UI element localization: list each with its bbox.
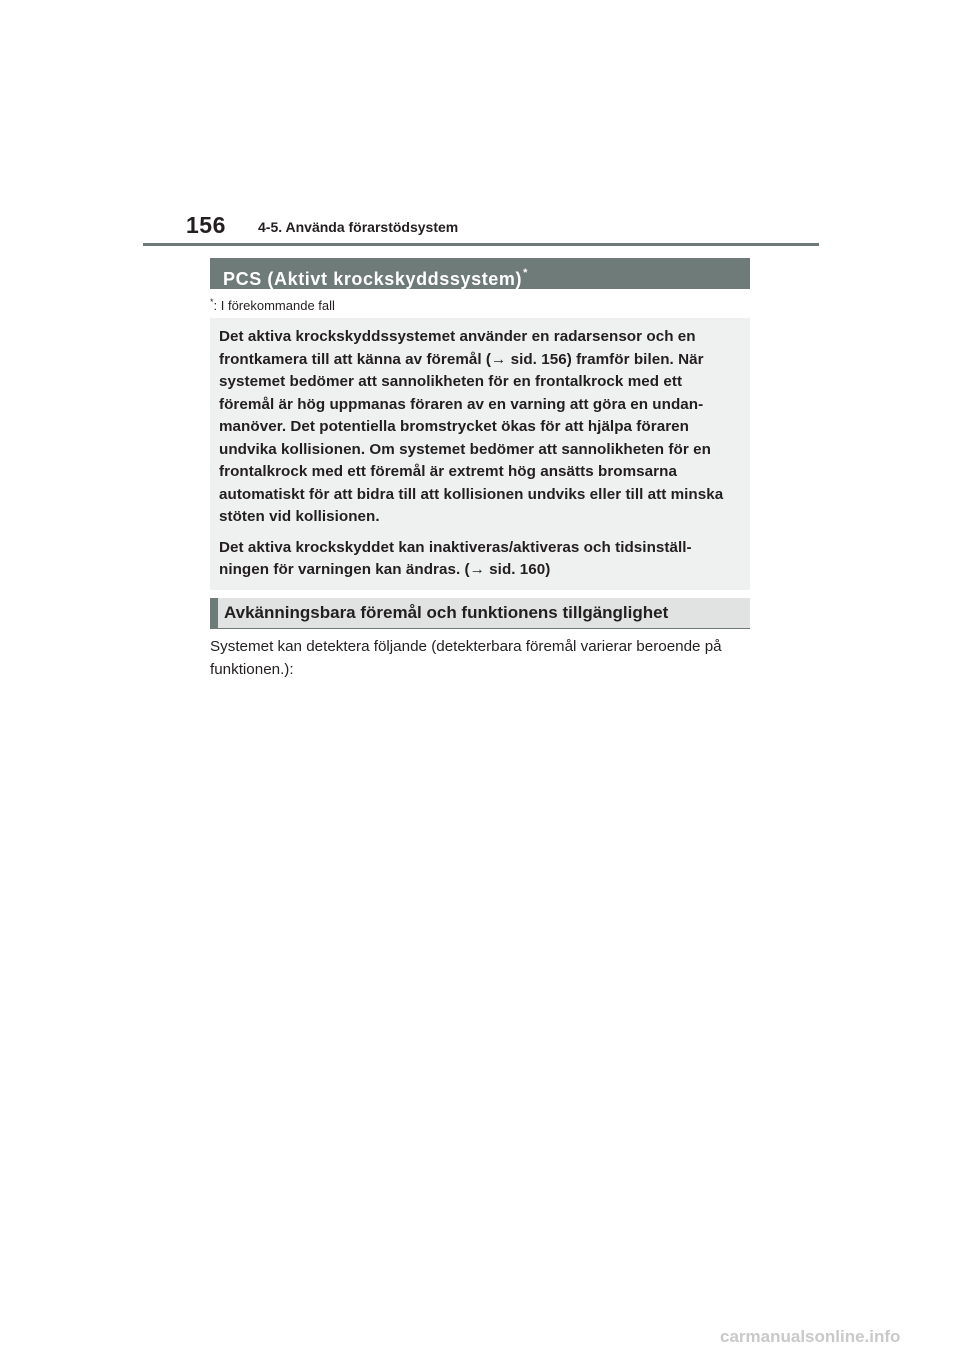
pcs-heading-asterisk: * — [523, 267, 529, 279]
footnote-text: : I förekommande fall — [213, 298, 335, 313]
pcs-heading-text: PCS (Aktivt krockskyddssystem) — [223, 269, 523, 289]
subsection-heading: Avkänningsbara föremål och funktionens tillgänglighet — [210, 598, 750, 629]
info-box — [210, 318, 750, 590]
info-paragraph-1-text-b: sid. 156) framför bilen. När systemet bedömer att sannolikheten för en frontalkrock med ett föremål är hög uppmanas föraren av en varning att göra en undan-manöver. Det potentiella bromstrycket ökas för att hjälpa föraren undvika kollisionen. Om systemet bedömer att sannolikheten för en frontalkrock med ett föremål är extremt hög ansätts bromsarna automatiskt för att bidra till att kollisionen undviks eller till att minska stöten vid kollisionen. — [219, 350, 724, 525]
footnote-asterisk: * — [210, 297, 214, 307]
subsection-body: Systemet kan detektera följande (detekterbara föremål varierar beroende på funktionen.): — [210, 638, 722, 678]
chapter-title: 4-5. Använda förarstödsystem — [258, 219, 459, 235]
info-paragraph-2 — [219, 537, 736, 582]
pcs-section-heading — [210, 258, 750, 289]
arrow-right-icon: → — [469, 561, 485, 578]
info-paragraph-2-text-b: sid. 160) — [484, 561, 551, 578]
page-number: 156 — [186, 212, 226, 238]
info-paragraph-1-text-a: Det aktiva krockskyddssystemet använder en radarsensor och en frontkamera till att känna av föremål ( — [219, 328, 696, 368]
watermark: carmanualsonline.info — [720, 1327, 901, 1346]
footnote — [210, 297, 335, 313]
info-paragraph-2-text-a: Det aktiva krockskyddet kan inaktiveras/aktiveras och tidsinställ-ningen för varningen kan ändras. ( — [219, 538, 692, 578]
header-divider — [143, 243, 819, 246]
info-paragraph-1 — [219, 326, 736, 529]
arrow-right-icon: → — [491, 350, 507, 368]
